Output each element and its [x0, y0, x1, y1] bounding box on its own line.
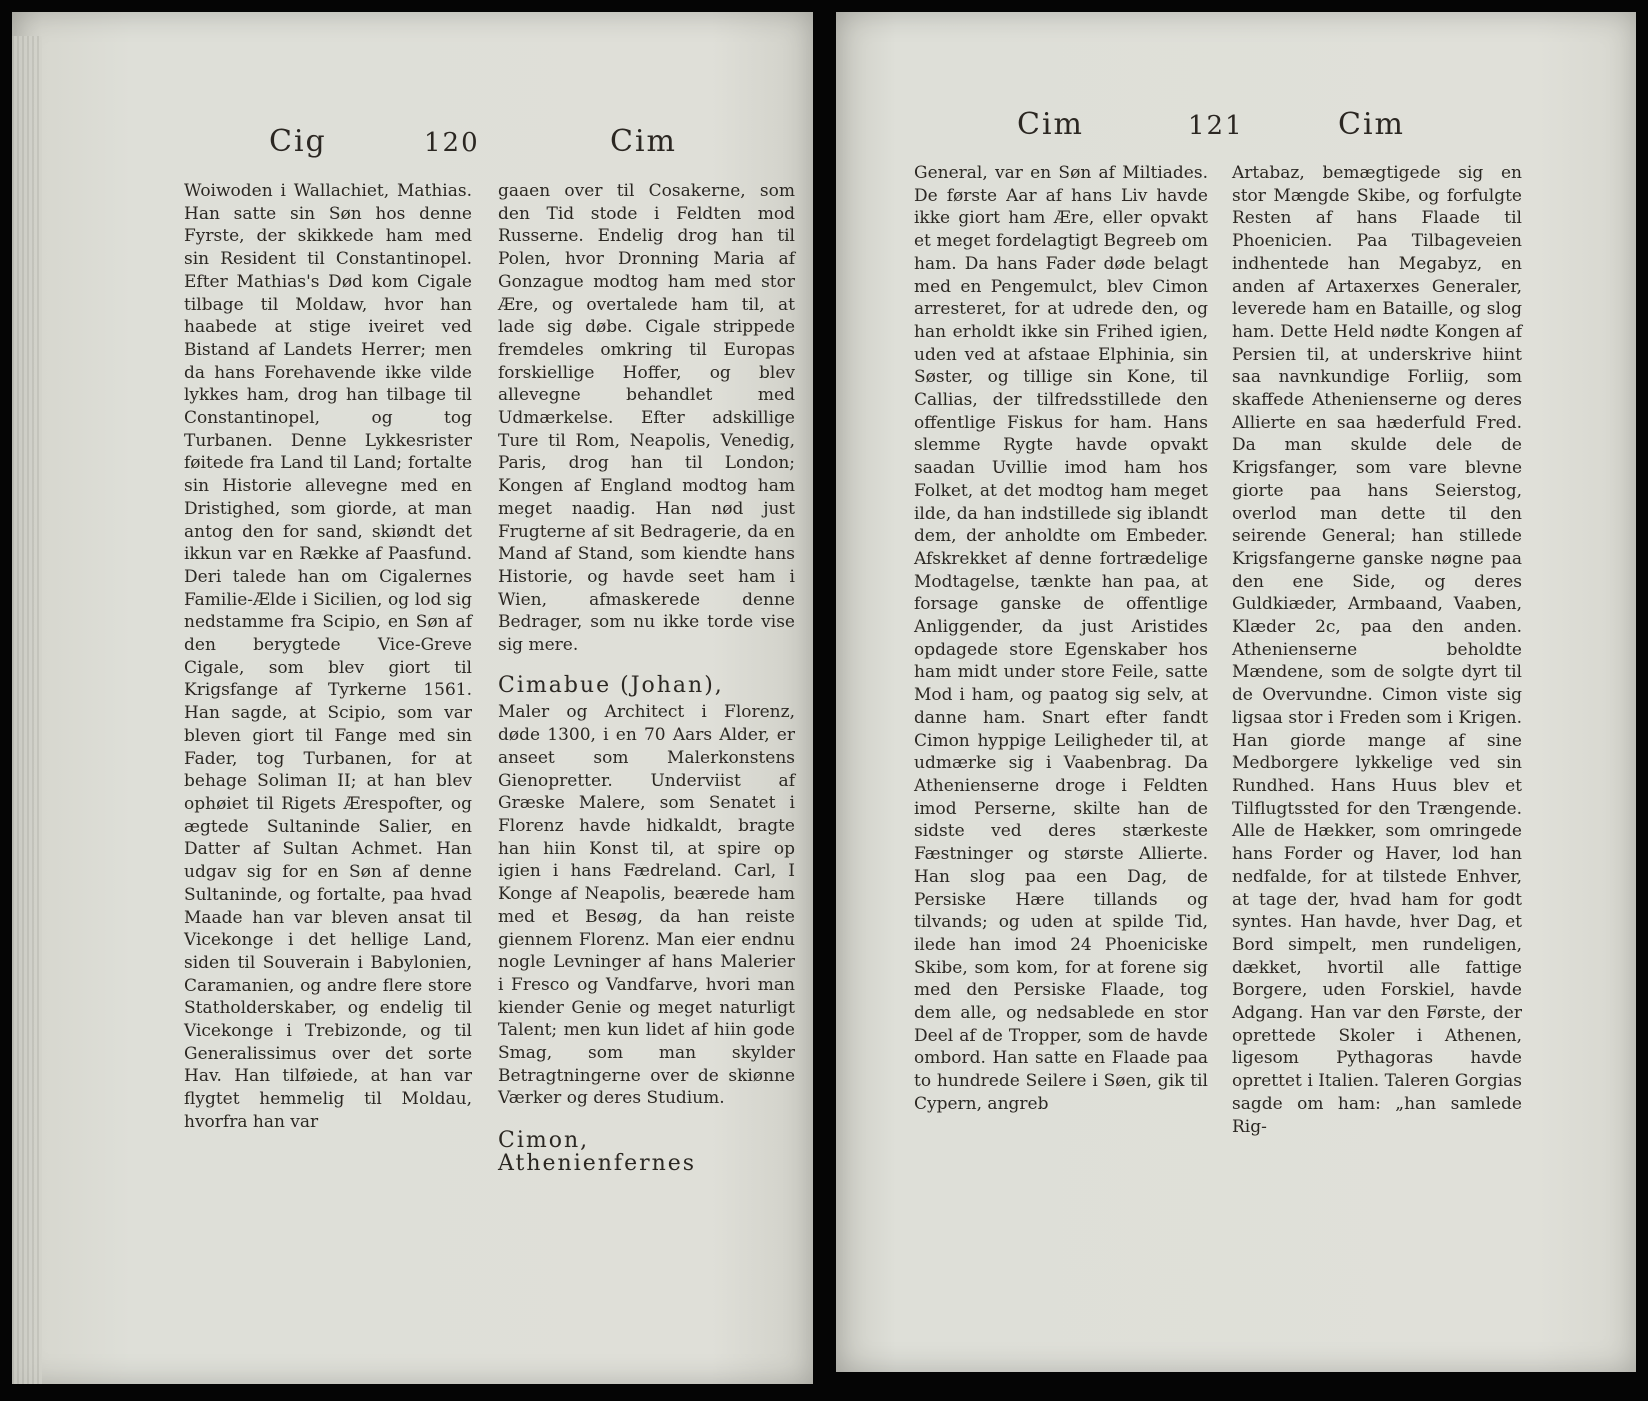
right-page [836, 12, 1636, 1372]
entry-text-cimabue: Maler og Architect i Florenz, døde 1300, i en 70 Aars Alder, er anseet som Malerkonstens Gienopretter. Underviist af Græske Malere, som Senatet i Florenz havde hidkaldt, bragte han hiin Konst til, at spire op igien i hans Fædreland. Carl, I Konge af Neapolis, beærede ham med et Besøg, da han reiste giennem Florenz. Man eier endnu nogle Levninger af hans Malerier i Fresco og Vandfarve, hvori man kiender Genie og meget naturligt Talent; men kun lidet af hiin gode Smag, som man skylder Betragtningerne over de skiønne Værker og deres Studium. [498, 702, 795, 1109]
right-head-right: Cim [1338, 107, 1405, 142]
entry-title-cimon: Cimon, Athenienfernes [498, 1128, 697, 1176]
right-page-column-1 [914, 162, 1208, 1116]
left-col1-text: Woiwoden i Wallachiet, Mathias. Han satte sin Søn hos denne Fyrste, der skikkede ham med sin Resident til Constantinopel. Efter Mathias's Død kom Cigale tilbage til Moldaw, hvor han haabede at stige iveiret ved Bistand af Landets Herrer; men da hans Forehavende ikke vilde lykkes ham, drog han tilbage til Constantinopel, og tog Turbanen. Denne Lykkesrister føitede fra Land til Land; fortalte sin Historie allevegne med en Dristighed, som giorde, at man antog den for sand, skiøndt det ikkun var en Række af Paasfund. Deri talede han om Cigalernes Familie-Ælde i Sicilien, og lod sig nedstamme fra Scipio, en Søn af den berygtede Vice-Greve Cigale, som blev giort til Krigsfange af Tyrkerne 1561. Han sagde, at Scipio, som var bleven giort til Fange med sin Fader, tog Turbanen, for at behage Soliman II; at han blev ophøiet til Rigets Ærespofter, og ægtede Sultaninde Salier, en Datter af Sultan Achmet. Han udgav sig for en Søn af denne Sultaninde, og fortalte, paa hvad Maade han var bleven ansat til Vicekonge i det hellige Land, siden til Souverain i Babylonien, Caramanien, og andre flere store Statholderskaber, og endelig til Vicekonge i Trebizonde, og til Generalissimus over det sorte Hav. Han tilføiede, at han var flygtet hemmelig til Moldau, hvorfra han var [184, 181, 472, 1132]
left-head-right: Cim [610, 124, 677, 159]
left-head-left: Cig [269, 124, 327, 159]
left-page [12, 12, 813, 1384]
right-page-column-2 [1232, 162, 1522, 1138]
right-head-left: Cim [1017, 107, 1084, 142]
left-page-number: 120 [424, 128, 480, 158]
right-page-number: 121 [1188, 111, 1244, 141]
left-page-column-2 [498, 180, 795, 1180]
page-edges [12, 36, 42, 1384]
right-col2-text: Artabaz, bemægtigede sig en stor Mængde Skibe, og forfulgte Resten af hans Flaade til Phoenicien. Paa Tilbageveien indhentede han Megabyz, en anden af Artaxerxes Generaler, leverede ham en Bataille, og slog ham. Dette Held nødte Kongen af Persien til, at underskrive hiint saa navnkundige Forliig, som skaffede Athenienserne og deres Allierte en saa hæderfuld Fred. Da man skulde dele de Krigsfanger, som vare blevne giorte paa hans Seierstog, overlod man dette til den seirende General; han stillede Krigsfangerne ganske nøgne paa den ene Side, og deres Guldkiæder, Armbaand, Vaaben, Klæder 2c, paa den anden. Athenienserne beholdte Mændene, som de solgte dyrt til de Overvundne. Cimon viste sig ligsaa stor i Freden som i Krigen. Han giorde mange af sine Medborgere lykkelige ved sin Rundhed. Hans Huus blev et Tilflugtssted for den Trængende. Alle de Hækker, som omringede hans Forder og Haver, lod han nedfalde, for at tilstede Enhver, at tage der, hvad ham for godt syntes. Han havde, hver Dag, et Bord simpelt, men rundeligen, dækket, hvortil alle fattige Borgere, uden Forskiel, havde Adgang. Han var den Første, der oprettede Skoler i Athenen, ligesom Pythagoras havde oprettet i Italien. Taleren Gorgias sagde om ham: „han samlede Rig- [1232, 163, 1522, 1137]
right-col1-text: General, var en Søn af Miltiades. De første Aar af hans Liv havde ikke giort ham Ære, eller opvakt et meget fordelagtigt Begreeb om ham. Da hans Fader døde belagt med en Pengemulct, blev Cimon arresteret, for at udrede den, og han erholdt ikke sin Frihed igien, uden ved at afstaae Elphinia, sin Søster, og tillige sin Kone, til Callias, der tilfredsstillede den offentlige Fiskus for ham. Hans slemme Rygte havde opvakt saadan Uvillie imod ham hos Folket, at det modtog ham meget ilde, da han indstillede sig iblandt dem, der anholdte om Embeder. Afskrekket af denne fortrædelige Modtagelse, tænkte han paa, at forsage ganske de offentlige Anliggender, da just Aristides opdagede store Egenskaber hos ham midt under store Feile, satte Mod i ham, og paatog sig selv, at danne ham. Snart efter fandt Cimon hyppige Leiligheder til, at udmærke sig i Vaabenbrag. Da Athenienserne droge i Feldten imod Perserne, skilte han de sidste ved deres stærkeste Fæstninger og største Allierte. Han slog paa een Dag, de Persiske Hære tillands og tilvands; og uden at spilde Tid, ilede han imod 24 Phoeniciske Skibe, som kom, for at forene sig med den Persiske Flaade, tog dem alle, og nedsablede en stor Deel af de Tropper, som de havde ombord. Han satte en Flaade paa to hundrede Seilere i Søen, gik til Cypern, angreb [914, 163, 1208, 1114]
entry-title-cimabue: Cimabue (Johan), [498, 672, 724, 698]
left-col2-text: gaaen over til Cosakerne, som den Tid stode i Feldten mod Russerne. Endelig drog han til Polen, hvor Dronning Maria af Gonzague modtog ham med stor Ære, og overtalede ham til, at lade sig døbe. Cigale strippede fremdeles omkring til Europas forskiellige Hoffer, og blev allevegne behandlet med Udmærkelse. Efter adskillige Ture til Rom, Neapolis, Venedig, Paris, drog han til London; Kongen af England modtog ham meget naadig. Han nød just Frugterne af sit Bedragerie, da en Mand af Stand, som kiendte hans Historie, og havde seet ham i Wien, afmaskerede denne Bedrager, som nu ikke torde vise sig mere. [498, 181, 795, 656]
left-page-column-1 [184, 180, 472, 1134]
